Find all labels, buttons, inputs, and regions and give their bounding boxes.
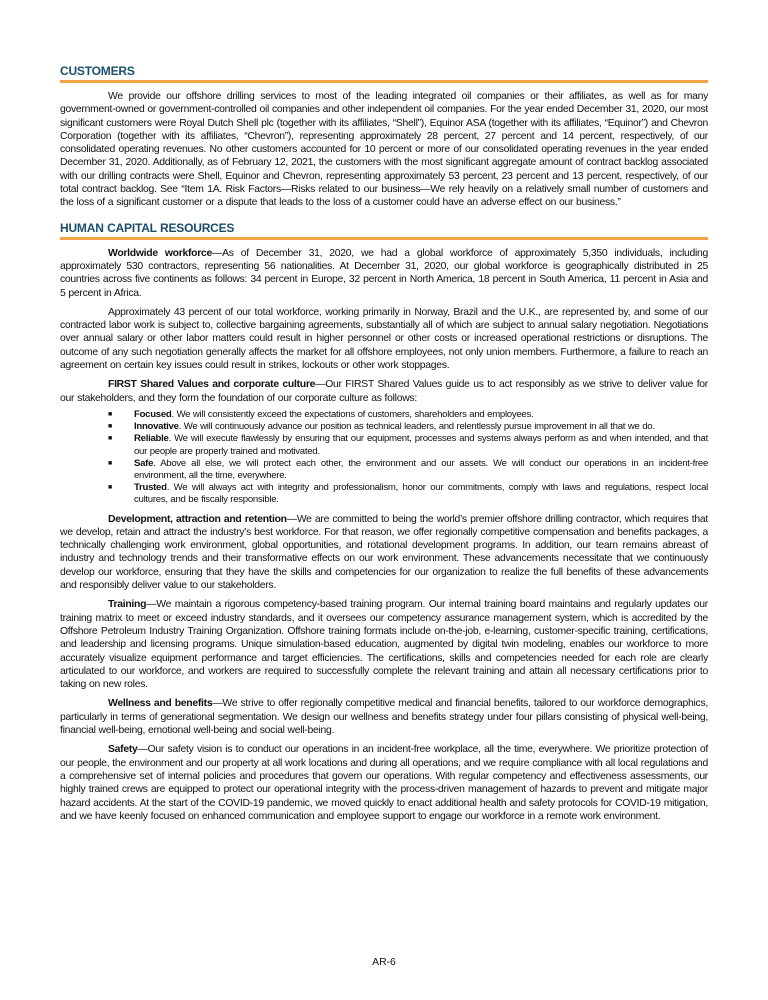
customers-heading: CUSTOMERS (60, 64, 708, 83)
wellness-paragraph (60, 697, 708, 737)
human-capital-section (60, 221, 708, 823)
list-item (60, 433, 708, 457)
values-list (60, 409, 708, 507)
bullet-lead: Innovative (134, 421, 179, 433)
list-item (60, 409, 708, 421)
values-lead: FIRST Shared Values and corporate culture (108, 379, 316, 391)
workforce-paragraph (60, 247, 708, 300)
bullet-text: . Above all else, we will protect each other, the environment and our assets. We will conduct our operations in an incident-free environment, all the time, everywhere. (134, 457, 708, 481)
development-text: —We are committed to being the world’s premier offshore drilling contractor, which requires that we develop, retain and attract the industry’s best workforce. For that reason, we offer regionally competitive compensation and benefits packages, a technically challenging work environment, global opportunities, and rotational development programs. In addition, our team remains abreast of industry and technology trends and their transformative effects on our work environment. These advancements necessitate that we continuously develop our workforce, ensuring that they have the skills and competencies for our organization to realize the full benefits of these advancements and responsibly deliver value to our stakeholders. (60, 513, 708, 592)
bullet-icon: ■ (108, 435, 112, 443)
development-paragraph (60, 513, 708, 593)
training-paragraph (60, 598, 708, 691)
bullet-lead: Trusted (134, 482, 167, 494)
customers-paragraph: We provide our offshore drilling services to most of the leading integrated oil companies or their affiliates, as well as for many government-owned or government-controlled oil companies and other independent oil companies. For the year ended December 31, 2020, our most significant customers were Royal Dutch Shell plc (together with its affiliates, “Shell”), Equinor ASA (together with its affiliates, “Equinor”) and Chevron Corporation (together with its affiliates, “Chevron”), representing approximately 28 percent, 27 percent and 14 percent, respectively, of our consolidated operating revenues. No other customers accounted for 10 percent or more of our consolidated operating revenues in the year ended December 31, 2020. Additionally, as of February 12, 2021, the customers with the most significant aggregate amount of contract backlog associated with our drilling contracts were Shell, Equinor and Chevron, representing approximately 53 percent, 23 percent and 13 percent, respectively, of our total contract backlog. See “Item 1A. Risk Factors—Risks related to our business—We rely heavily on a relatively small number of customers and the loss of a significant customer or a dispute that leads to the loss of a customer could have an adverse effect on our business.” (60, 91, 708, 209)
values-text: —Our FIRST Shared Values guide us to act responsibly as we strive to deliver value for our stakeholders, and they form the foundation of our corporate culture as follows: (60, 379, 708, 404)
safety-text: —Our safety vision is to conduct our operations in an incident-free workplace, all the time, everywhere. We prioritize protection of our people, the environment and our property at all work locations and during all operations, and we require compliance with all local regulations and a comprehensive set of internal policies and procedures that govern our operations. With regular competency and effectiveness assessments, our highly trained crews are equipped to protect our operational integrity with the process-driven management of hazards to prevent and mitigate major hazard accidents. At the start of the COVID-19 pandemic, we moved quickly to enact additional health and safety protocols for COVID-19 mitigation, and we have keenly focused on enhanced communication and employee support to engage our workforce in a remote work environment. (60, 744, 708, 822)
bullet-text: . We will consistently exceed the expectations of customers, shareholders and employees. (171, 408, 534, 420)
bullet-lead: Safe (134, 457, 154, 469)
bullet-lead: Reliable (134, 433, 169, 445)
bullet-text: . We will always act with integrity and professionalism, honor our commitments, comply with laws and regulations, respect local cultures, and be fiscally responsible. (134, 482, 708, 506)
list-item (60, 421, 708, 433)
bullet-icon: ■ (108, 484, 112, 492)
training-text: —We maintain a rigorous competency-based training program. Our internal training board maintains and regularly updates our training matrix to meet or exceed industry standards, and it oversees our competency assurance management system, which is accredited by the Offshore Petroleum Industry Training Organization. Offshore training formats include on-the-job, e-learning, customer-specific training, certifications, and leadership and licensing programs. Unique simulation-based education, augmented by digital twin modeling, enables our workforce to more accurately visualize equipment performance and target efficiencies. The certifications, skills and competencies needed for each role are clearly articulated to our workforce, and workers are required to successfully complete the relevant training and attain all necessary certifications prior to taking on new roles. (60, 599, 708, 691)
safety-lead: Safety (108, 744, 138, 756)
bullet-icon: ■ (108, 459, 112, 467)
bullet-text: . We will continuously advance our position as technical leaders, and relentlessly pursue improvement in all that we do. (178, 421, 655, 433)
training-lead: Training (108, 599, 147, 611)
safety-paragraph (60, 743, 708, 823)
human-capital-heading: HUMAN CAPITAL RESOURCES (60, 221, 708, 240)
customers-section (60, 64, 708, 210)
bullet-icon: ■ (108, 410, 112, 418)
development-lead: Development, attraction and retention (108, 513, 287, 525)
values-paragraph (60, 378, 708, 405)
workforce-lead: Worldwide workforce (108, 247, 213, 259)
list-item (60, 458, 708, 482)
bullet-icon: ■ (108, 423, 112, 431)
bullet-lead: Focused (134, 408, 172, 420)
labor-paragraph: Approximately 43 percent of our total workforce, working primarily in Norway, Brazil and the U.K., are represented by, and some of our contracted labor work is subject to, collective bargaining agreements, substantially all of which are subject to annual salary negotiation. Negotiations over annual salary or other labor matters could result in higher personnel or other costs or increased operational restrictions or disruptions. The outcome of any such negotiation generally affects the market for all offshore employees, not only union members. Furthermore, a failure to reach an agreement on certain key issues could result in strikes, lockouts or other work stoppages. (60, 306, 708, 372)
list-item (60, 482, 708, 506)
bullet-text: . We will execute flawlessly by ensuring that our equipment, processes and systems always perform as and when intended, and that our people are properly trained and motivated. (134, 433, 708, 457)
workforce-text: —As of December 31, 2020, we had a global workforce of approximately 5,350 individuals, including approximately 530 contractors, representing 56 nationalities. At December 31, 2020, our global workforce is geographically distributed in 25 countries across five continents as follows: 34 percent in Europe, 32 percent in North America, 18 percent in South America, 11 percent in Asia and 5 percent in Africa. (60, 247, 708, 299)
page-number: AR-6 (372, 957, 396, 968)
wellness-text: —We strive to offer regionally competitive medical and financial benefits, tailored to our workforce demographics, particularly in terms of generational segmentation. We design our wellness and benefits strategy under four pillars consisting of physical well-being, financial well-being, emotional well-being and social well-being. (60, 698, 708, 737)
wellness-lead: Wellness and benefits (108, 698, 213, 710)
document-page (60, 64, 708, 823)
